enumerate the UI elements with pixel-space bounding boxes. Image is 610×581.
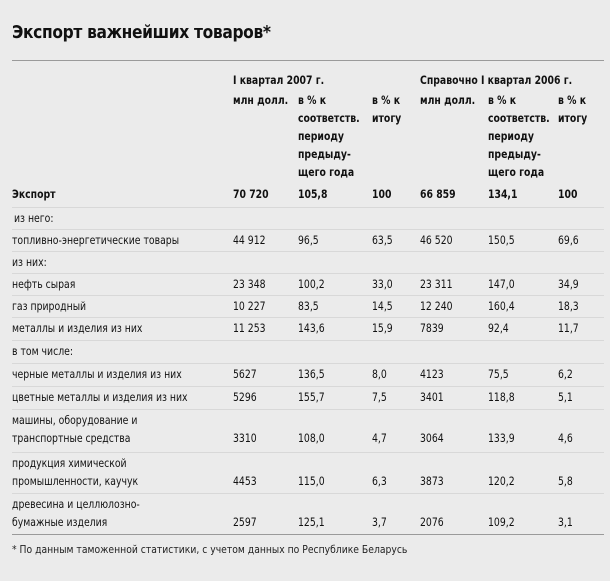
cell-pct-prev-2007: 83,5 — [298, 299, 319, 313]
header-pct-prev-2006-sub-2: периоду — [488, 129, 534, 143]
cell-pct-prev-2007: 143,6 — [298, 321, 325, 335]
row-label: из него: — [14, 211, 54, 225]
cell-mln-2007: 2597 — [233, 515, 257, 529]
cell-pct-total-2007: 63,5 — [372, 233, 393, 247]
cell-pct-total-2007: 6,3 — [372, 474, 387, 488]
cell-pct-total-2006: 11,7 — [558, 321, 579, 335]
row-label: машины, оборудование и — [12, 413, 138, 427]
header-pct-total-2007: в % к — [372, 93, 401, 107]
cell-pct-total-2007: 15,9 — [372, 321, 393, 335]
header-group-2006: Справочно I квартал 2006 г. — [420, 73, 573, 87]
cell-mln-2006: 7839 — [420, 321, 444, 335]
header-pct-prev-2007-sub-1: соответств. — [298, 111, 360, 125]
row-separator — [12, 493, 604, 494]
cell-pct-total-2006: 6,2 — [558, 367, 573, 381]
row-separator — [12, 251, 604, 252]
header-pct-total-2006-sub: итогу — [558, 111, 588, 125]
header-pct-prev-2006: в % к — [488, 93, 517, 107]
cell-pct-total-2007: 8,0 — [372, 367, 387, 381]
header-mln-2007: млн долл. — [233, 93, 289, 107]
header-pct-prev-2006-sub-4: щего года — [488, 165, 545, 179]
header-mln-2006: млн долл. — [420, 93, 476, 107]
cell-pct-prev-2006: 147,0 — [488, 277, 515, 291]
cell-pct-total-2007: 3,7 — [372, 515, 387, 529]
footnote: * По данным таможенной статистики, с учетом данных по Республике Беларусь — [12, 544, 408, 556]
cell-pct-prev-2007: 108,0 — [298, 431, 325, 445]
cell-pct-total-2006: 5,1 — [558, 390, 573, 404]
row-separator — [12, 409, 604, 410]
cell-mln-2006: 23 311 — [420, 277, 453, 291]
cell-mln-2006: 3873 — [420, 474, 444, 488]
cell-pct-prev-2007: 125,1 — [298, 515, 325, 529]
cell-pct-total-2006: 34,9 — [558, 277, 579, 291]
row-separator — [12, 340, 604, 341]
cell-pct-prev-2007: 105,8 — [298, 187, 328, 201]
cell-mln-2007: 4453 — [233, 474, 257, 488]
row-label: транспортные средства — [12, 431, 131, 445]
cell-pct-prev-2006: 75,5 — [488, 367, 509, 381]
header-pct-prev-2007-sub-3: предыду- — [298, 147, 351, 161]
cell-pct-total-2006: 5,8 — [558, 474, 573, 488]
cell-pct-total-2006: 4,6 — [558, 431, 573, 445]
cell-pct-prev-2006: 120,2 — [488, 474, 515, 488]
cell-pct-total-2006: 18,3 — [558, 299, 579, 313]
footnote-divider — [12, 534, 604, 535]
cell-pct-prev-2007: 115,0 — [298, 474, 325, 488]
cell-mln-2007: 10 227 — [233, 299, 266, 313]
cell-mln-2007: 70 720 — [233, 187, 269, 201]
row-label: древесина и целлюлозно- — [12, 497, 140, 511]
cell-mln-2006: 12 240 — [420, 299, 453, 313]
cell-pct-total-2006: 3,1 — [558, 515, 573, 529]
cell-mln-2007: 5296 — [233, 390, 257, 404]
cell-pct-prev-2006: 160,4 — [488, 299, 515, 313]
cell-pct-prev-2006: 109,2 — [488, 515, 515, 529]
row-label: нефть сырая — [12, 277, 76, 291]
row-label: в том числе: — [12, 344, 74, 358]
cell-pct-total-2007: 14,5 — [372, 299, 393, 313]
cell-pct-prev-2007: 155,7 — [298, 390, 325, 404]
cell-pct-prev-2006: 92,4 — [488, 321, 509, 335]
cell-mln-2007: 5627 — [233, 367, 257, 381]
row-label: Экспорт — [12, 187, 56, 201]
row-separator — [12, 229, 604, 230]
row-separator — [12, 363, 604, 364]
cell-pct-total-2007: 7,5 — [372, 390, 387, 404]
row-label: продукция химической — [12, 456, 127, 470]
header-group-2007: I квартал 2007 г. — [233, 73, 325, 87]
row-label: черные металлы и изделия из них — [12, 367, 182, 381]
cell-mln-2006: 3064 — [420, 431, 444, 445]
row-separator — [12, 386, 604, 387]
title-divider — [12, 60, 604, 61]
row-label: газ природный — [12, 299, 87, 313]
cell-pct-prev-2006: 133,9 — [488, 431, 515, 445]
row-label: из них: — [12, 255, 47, 269]
header-pct-total-2007-sub: итогу — [372, 111, 402, 125]
cell-pct-prev-2007: 100,2 — [298, 277, 325, 291]
row-label: бумажные изделия — [12, 515, 108, 529]
cell-pct-prev-2006: 118,8 — [488, 390, 515, 404]
cell-pct-prev-2006: 150,5 — [488, 233, 515, 247]
cell-mln-2007: 3310 — [233, 431, 257, 445]
cell-pct-total-2007: 4,7 — [372, 431, 387, 445]
row-separator — [12, 273, 604, 274]
cell-mln-2007: 23 348 — [233, 277, 266, 291]
cell-pct-prev-2007: 136,5 — [298, 367, 325, 381]
header-pct-prev-2006-sub-3: предыду- — [488, 147, 541, 161]
cell-pct-total-2007: 33,0 — [372, 277, 393, 291]
cell-mln-2006: 46 520 — [420, 233, 453, 247]
cell-mln-2007: 11 253 — [233, 321, 266, 335]
header-pct-prev-2007: в % к — [298, 93, 327, 107]
header-pct-prev-2007-sub-2: периоду — [298, 129, 344, 143]
cell-pct-total-2006: 100 — [558, 187, 578, 201]
cell-pct-prev-2006: 134,1 — [488, 187, 518, 201]
cell-pct-prev-2007: 96,5 — [298, 233, 319, 247]
cell-mln-2006: 2076 — [420, 515, 444, 529]
cell-mln-2006: 66 859 — [420, 187, 456, 201]
row-label: цветные металлы и изделия из них — [12, 390, 188, 404]
cell-pct-total-2006: 69,6 — [558, 233, 579, 247]
cell-pct-total-2007: 100 — [372, 187, 392, 201]
cell-mln-2006: 4123 — [420, 367, 444, 381]
row-label: промышленности, каучук — [12, 474, 139, 488]
row-separator — [12, 452, 604, 453]
row-separator — [12, 295, 604, 296]
page-title: Экспорт важнейших товаров* — [12, 22, 271, 43]
header-pct-prev-2006-sub-1: соответств. — [488, 111, 550, 125]
header-pct-prev-2007-sub-4: щего года — [298, 165, 355, 179]
row-label: топливно-энергетические товары — [12, 233, 180, 247]
row-separator — [12, 317, 604, 318]
cell-mln-2007: 44 912 — [233, 233, 266, 247]
row-separator — [12, 207, 604, 208]
cell-mln-2006: 3401 — [420, 390, 444, 404]
row-label: металлы и изделия из них — [12, 321, 143, 335]
header-pct-total-2006: в % к — [558, 93, 587, 107]
